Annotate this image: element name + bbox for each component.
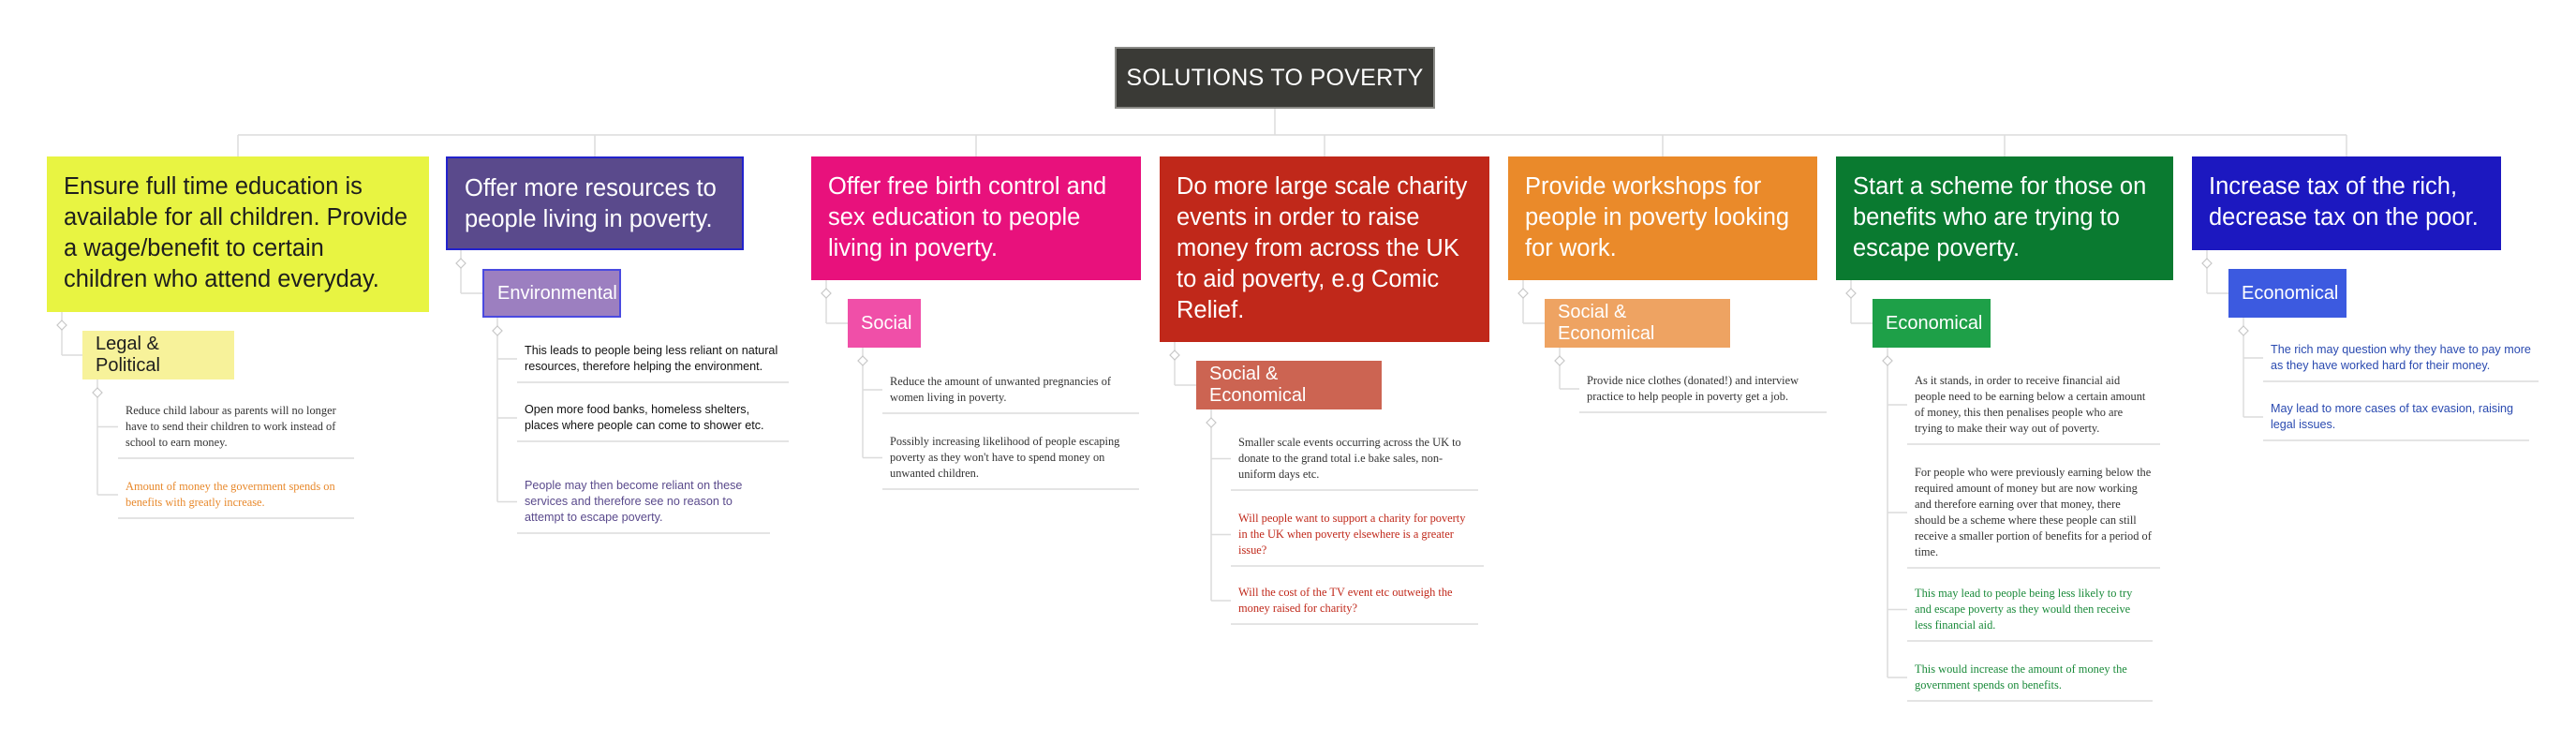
note-item[interactable] xyxy=(2263,401,2529,433)
note-text: Amount of money the government spends on benefits with greatly increase. xyxy=(126,480,335,509)
branch-charity-events-label: Do more large scale charity events in order to raise money from across the UK to aid poverty, e.g Comic Relief. xyxy=(1177,173,1468,323)
note-text: People may then become reliant on these services and therefore see no reason to attempt to escape poverty. xyxy=(525,479,743,524)
note-text: As it stands, in order to receive financial aid people need to be earning below a certain amount of money, this then penalises people who are trying to make their way out of poverty. xyxy=(1915,374,2146,435)
branch-tax-label: Increase tax of the rich, decrease tax on the poor. xyxy=(2209,173,2479,231)
tag-economical[interactable] xyxy=(1873,299,1991,348)
note-item[interactable] xyxy=(1907,586,2153,633)
note-text: This leads to people being less reliant on natural resources, therefore helping the environment. xyxy=(525,344,778,373)
note-item[interactable] xyxy=(1907,465,2160,560)
branch-workshops-label: Provide workshops for people in poverty looking for work. xyxy=(1525,173,1790,261)
note-item[interactable] xyxy=(882,434,1139,482)
note-text: May lead to more cases of tax evasion, raising legal issues. xyxy=(2271,402,2513,431)
note-item[interactable] xyxy=(1231,511,1484,558)
branch-education[interactable] xyxy=(47,156,429,312)
tag-label: Social xyxy=(861,312,912,334)
collapse-handle xyxy=(1170,350,1179,360)
note-item[interactable] xyxy=(1907,373,2160,437)
note-item[interactable] xyxy=(882,374,1139,406)
note-item[interactable] xyxy=(1907,662,2153,693)
branch-benefits-scheme[interactable] xyxy=(1836,156,2173,280)
root-topic[interactable] xyxy=(1115,47,1435,109)
tag-label: Social & Economical xyxy=(1209,364,1307,406)
note-text: Open more food banks, homeless shelters, places where people can come to shower etc. xyxy=(525,403,764,432)
note-item[interactable] xyxy=(1579,373,1827,405)
note-text: Will the cost of the TV event etc outweigh the money raised for charity? xyxy=(1238,586,1453,615)
note-text: Will people want to support a charity for poverty in the UK when poverty elsewhere is a greater issue? xyxy=(1238,512,1466,557)
tag-legal-political[interactable] xyxy=(82,331,234,379)
collapse-handle xyxy=(1555,356,1564,365)
note-text: Reduce the amount of unwanted pregnancies of women living in poverty. xyxy=(890,375,1112,404)
note-item[interactable] xyxy=(118,479,354,511)
tag-social[interactable] xyxy=(848,299,921,348)
note-text: Smaller scale events occurring across the UK to donate to the grand total i.e bake sales, non-uniform days etc. xyxy=(1238,436,1461,481)
note-text: The rich may question why they have to pay more as they have worked hard for their money. xyxy=(2271,343,2531,372)
note-item[interactable] xyxy=(517,402,789,434)
collapse-handle xyxy=(493,326,502,335)
tag-label: Social & Economical xyxy=(1558,302,1655,344)
tag-label: Legal & Political xyxy=(96,334,160,376)
note-text: Reduce child labour as parents will no longer have to send their children to work instead of school to earn money. xyxy=(126,404,336,449)
collapse-handle xyxy=(822,289,831,298)
collapse-handle xyxy=(1207,418,1216,427)
note-item[interactable] xyxy=(1231,435,1478,483)
branch-tax[interactable] xyxy=(2192,156,2501,250)
collapse-handle xyxy=(858,356,867,365)
branch-birth-control-label: Offer free birth control and sex education to people living in poverty. xyxy=(828,173,1107,261)
note-item[interactable] xyxy=(118,403,354,451)
branch-benefits-scheme-label: Start a scheme for those on benefits who are trying to escape poverty. xyxy=(1853,173,2147,261)
note-text: For people who were previously earning below the required amount of money but are now working and therefore earning over that money, there should be a scheme where these people can still receive a smaller portion of benefits for a period of time. xyxy=(1915,466,2152,558)
note-item[interactable] xyxy=(1231,585,1478,617)
branch-resources-label: Offer more resources to people living in poverty. xyxy=(465,175,717,232)
note-item[interactable] xyxy=(2263,342,2539,374)
tag-economical[interactable] xyxy=(2228,269,2347,318)
note-text: Provide nice clothes (donated!) and interview practice to help people in poverty get a job. xyxy=(1587,374,1799,403)
branch-education-label: Ensure full time education is available for all children. Provide a wage/benefit to certain children who attend everyday. xyxy=(64,173,408,292)
branch-birth-control[interactable] xyxy=(811,156,1141,280)
note-text: Possibly increasing likelihood of people escaping poverty as they won't have to spend money on unwanted children. xyxy=(890,435,1120,480)
tag-label: Environmental xyxy=(497,282,617,304)
collapse-handle xyxy=(2239,326,2248,335)
branch-workshops[interactable] xyxy=(1508,156,1817,280)
collapse-handle xyxy=(1883,356,1892,365)
tag-label: Economical xyxy=(1886,312,1983,334)
tag-label: Economical xyxy=(2242,282,2339,304)
note-text: This may lead to people being less likely to try and escape poverty as they would then receive less financial aid. xyxy=(1915,587,2133,632)
note-item[interactable] xyxy=(517,343,789,375)
branch-charity-events[interactable] xyxy=(1160,156,1489,342)
note-item[interactable] xyxy=(517,478,770,526)
collapse-handle xyxy=(57,320,67,330)
collapse-handle xyxy=(1846,289,1856,298)
collapse-handle xyxy=(1518,289,1528,298)
note-text: This would increase the amount of money the government spends on benefits. xyxy=(1915,662,2127,692)
collapse-handle xyxy=(456,259,466,268)
collapse-handle xyxy=(2202,259,2212,268)
tag-environmental[interactable] xyxy=(482,269,621,318)
root-topic-label: SOLUTIONS TO POVERTY xyxy=(1126,64,1424,91)
tag-social-economical[interactable] xyxy=(1545,299,1730,348)
branch-resources[interactable] xyxy=(446,156,744,250)
collapse-handle xyxy=(93,388,102,397)
tag-social-economical[interactable] xyxy=(1196,361,1382,409)
